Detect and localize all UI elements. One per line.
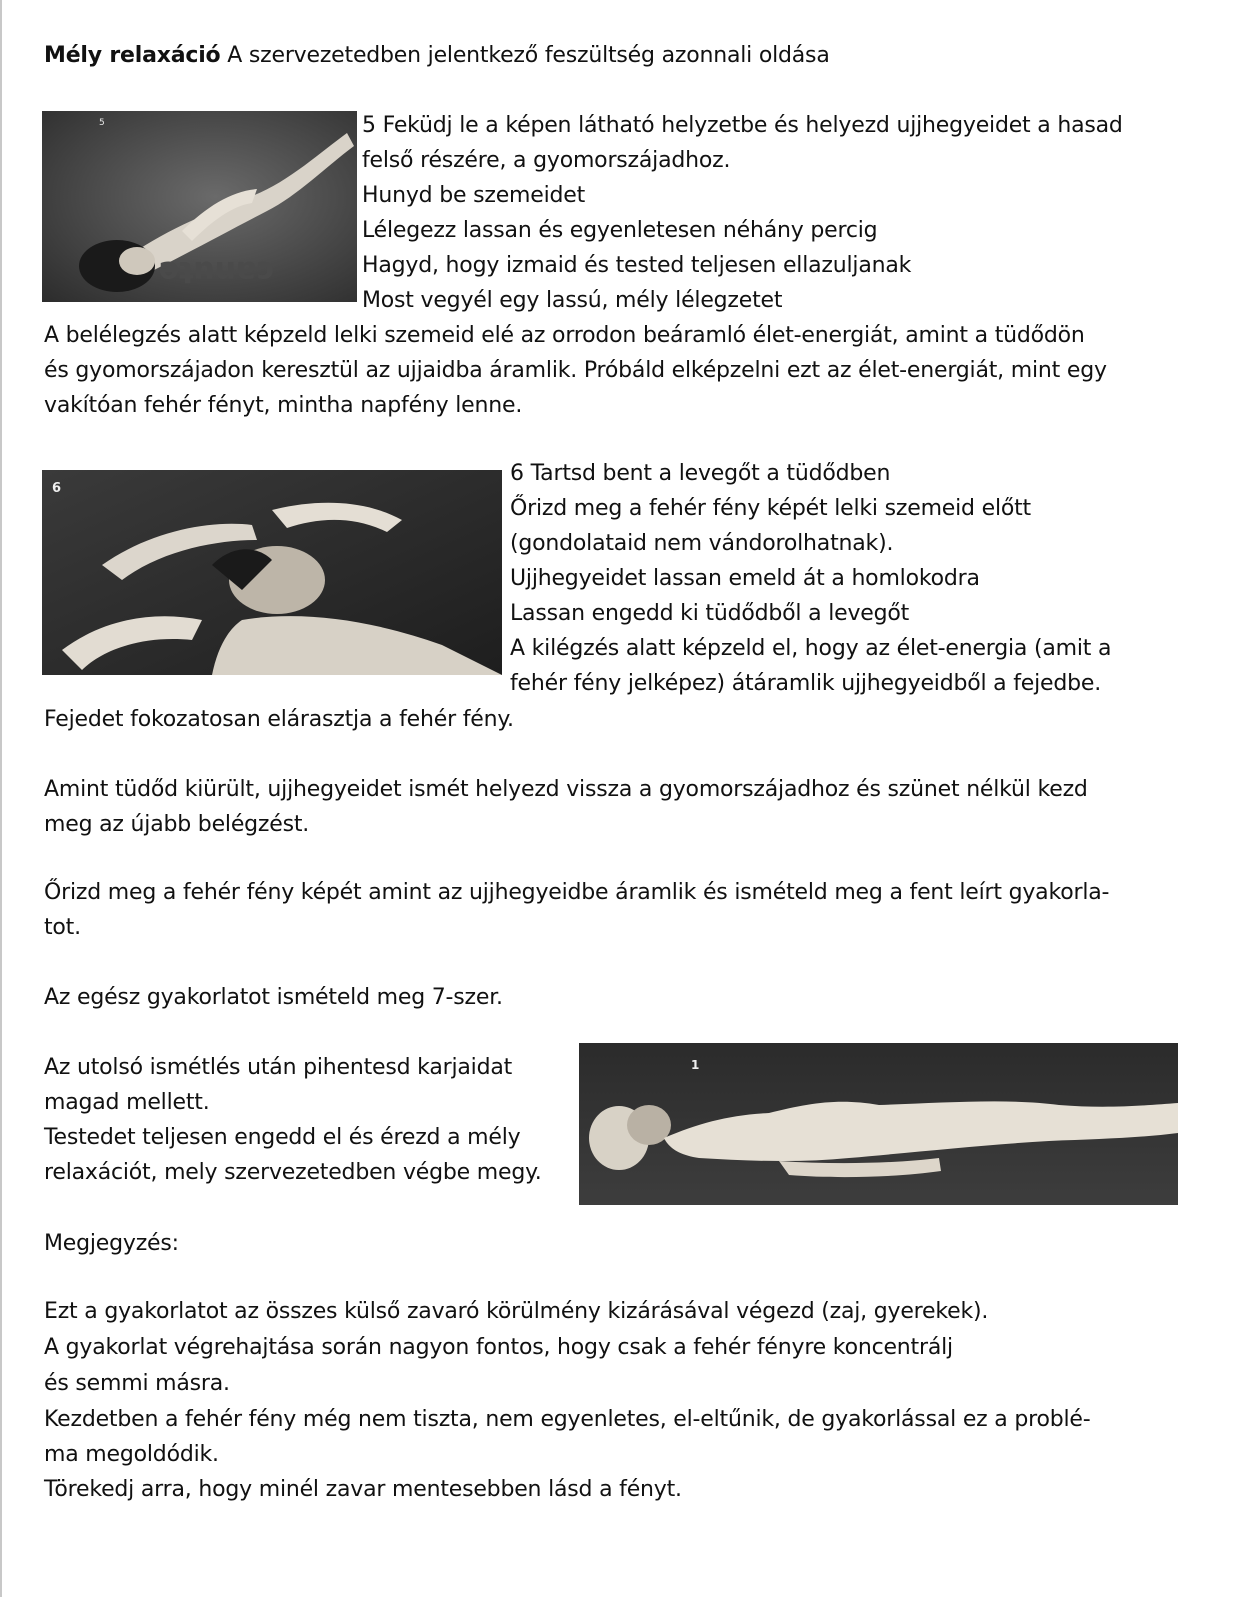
final-line: Testedet teljesen engedd el és érezd a mély: [44, 1125, 521, 1150]
watermark: canute: [158, 254, 274, 289]
step5-paragraph-line: A belélegzés alatt képzeld lelki szemeid elé az orrodon beáramló élet-energiát, amint a tüdődön: [44, 323, 1085, 348]
step5-paragraph-line: és gyomorszájadon keresztül az ujjaidba áramlik. Próbáld elképzelni ezt az élet-energiát, mint egy: [44, 358, 1107, 383]
step5-paragraph-line: vakítóan fehér fényt, mintha napfény lenne.: [44, 393, 523, 418]
step5-line: Most vegyél egy lassú, mély lélegzetet: [362, 288, 783, 313]
step6-line: (gondolataid nem vándorolhatnak).: [510, 531, 894, 556]
note-line: A gyakorlat végrehajtása során nagyon fontos, hogy csak a fehér fényre koncentrálj: [44, 1335, 953, 1360]
note-label: Megjegyzés:: [44, 1231, 179, 1256]
step6-line: fehér fény jelképez) átáramlik ujjhegyeidből a fejedbe.: [510, 671, 1102, 696]
photo-number-5: 5: [99, 118, 105, 128]
repeat-paragraph: Az egész gyakorlatot ismételd meg 7-szer.: [44, 985, 503, 1010]
step5-line: 5 Feküdj le a képen látható helyzetbe és helyezd ujjhegyeidet a hasad: [362, 113, 1123, 138]
step5-line: Hagyd, hogy izmaid és tested teljesen ellazuljanak: [362, 253, 912, 278]
photo-step-5: [42, 111, 357, 302]
photo-step-6: [42, 470, 502, 675]
step6-line: 6 Tartsd bent a levegőt a tüdődben: [510, 461, 891, 486]
keep-paragraph-line: Őrizd meg a fehér fény képét amint az ujjhegyeidbe áramlik és ismételd meg a fent leírt gyakorla-: [44, 880, 1110, 905]
step5-line: Lélegezz lassan és egyenletesen néhány percig: [362, 218, 878, 243]
note-line: és semmi másra.: [44, 1371, 230, 1396]
page-edge: [0, 0, 2, 1597]
step6-line: Lassan engedd ki tüdődből a levegőt: [510, 601, 910, 626]
keep-paragraph-line: tot.: [44, 915, 81, 940]
step6-line: Ujjhegyeidet lassan emeld át a homlokodra: [510, 566, 980, 591]
final-line: relaxációt, mely szervezetedben végbe megy.: [44, 1160, 542, 1185]
return-paragraph-line: meg az újabb belégzést.: [44, 812, 310, 837]
step6-line: A kilégzés alatt képzeld el, hogy az élet-energia (amit a: [510, 636, 1112, 661]
final-line: magad mellett.: [44, 1090, 210, 1115]
step6-line: Őrizd meg a fehér fény képét lelki szemeid előtt: [510, 496, 1031, 521]
step6-after: Fejedet fokozatosan elárasztja a fehér fény.: [44, 707, 514, 732]
title-subtitle: A szervezetedben jelentkező feszültség azonnali oldása: [220, 43, 830, 68]
note-line: ma megoldódik.: [44, 1442, 219, 1467]
note-line: Ezt a gyakorlatot az összes külső zavaró körülmény kizárásával végezd (zaj, gyerekek).: [44, 1299, 989, 1324]
photo-step-1: [579, 1043, 1178, 1205]
step5-line: felső részére, a gyomorszájadhoz.: [362, 148, 731, 173]
step5-line: Hunyd be szemeidet: [362, 183, 586, 208]
final-line: Az utolsó ismétlés után pihentesd karjaidat: [44, 1055, 513, 1080]
title-bold: Mély relaxáció: [44, 43, 221, 68]
photo-number-1: 1: [691, 1058, 700, 1072]
photo-number-6: 6: [52, 481, 62, 496]
note-line: Kezdetben a fehér fény még nem tiszta, nem egyenletes, el-eltűnik, de gyakorlással ez a problé-: [44, 1407, 1091, 1432]
page-title: [44, 38, 830, 73]
return-paragraph-line: Amint tüdőd kiürült, ujjhegyeidet ismét helyezd vissza a gyomorszájadhoz és szünet nélkül kezd: [44, 777, 1088, 802]
note-line: Törekedj arra, hogy minél zavar mentesebben lásd a fényt.: [44, 1477, 682, 1502]
